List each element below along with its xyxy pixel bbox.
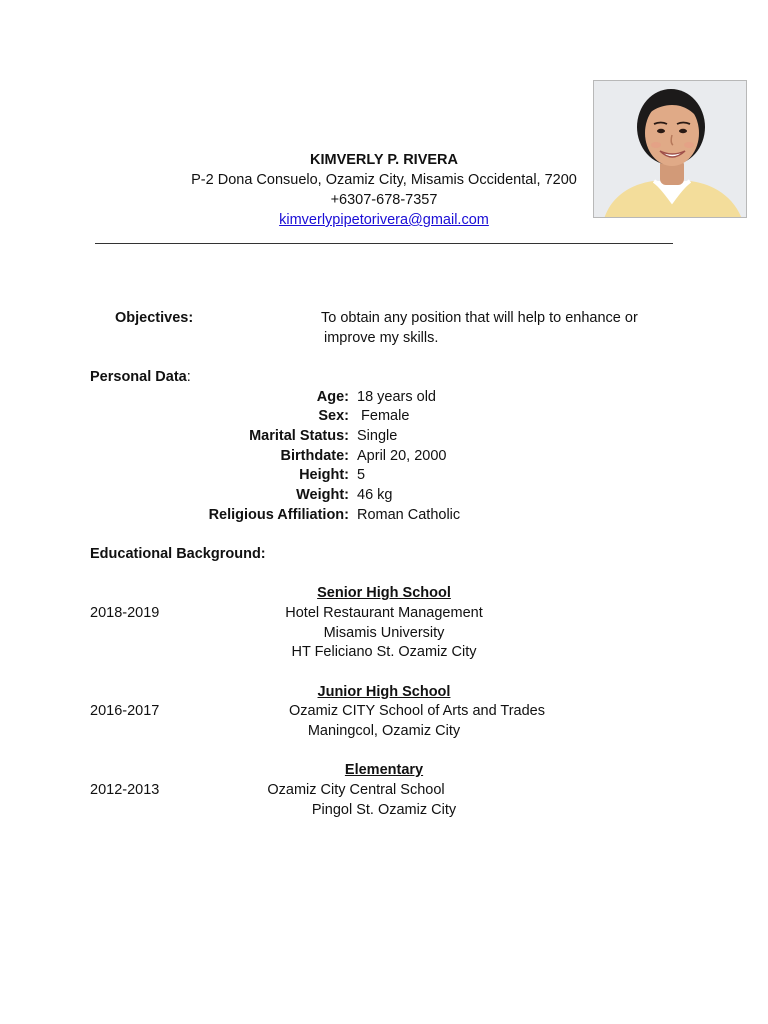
marital-status-label: Marital Status: [249, 428, 349, 444]
senior-high-school-heading: Senior High School [317, 585, 451, 601]
junior-high-school-name: Ozamiz CITY School of Arts and Trades [288, 703, 545, 719]
header-divider [95, 243, 673, 244]
age-label: Age: [316, 389, 349, 405]
senior-high-school-years: 2018-2019 [90, 605, 160, 621]
portrait-image [594, 81, 747, 218]
height-label: Height: [299, 467, 349, 483]
senior-high-school-course: Hotel Restaurant Management [285, 605, 483, 621]
marital-status-value: Single [357, 428, 398, 444]
religious-affiliation-label: Religious Affiliation: [208, 507, 349, 523]
phone-number: +6307-678-7357 [330, 192, 438, 208]
educational-background-heading: Educational Background: [90, 546, 266, 562]
senior-high-school-name: Misamis University [323, 625, 445, 641]
birthdate-value: April 20, 2000 [357, 448, 447, 464]
birthdate-label: Birthdate: [280, 448, 349, 464]
junior-high-school-years: 2016-2017 [90, 703, 160, 719]
objectives-text-line-1: To obtain any position that will help to enhance or [321, 310, 638, 326]
junior-high-school-address: Maningcol, Ozamiz City [307, 723, 461, 739]
religious-affiliation-value: Roman Catholic [357, 507, 461, 523]
elementary-heading: Elementary [344, 762, 424, 778]
junior-high-school-heading: Junior High School [317, 684, 451, 700]
objectives-text-line-2: improve my skills. [324, 330, 439, 346]
personal-data-heading-text: Personal Data [90, 369, 187, 385]
elementary-school-address: Pingol St. Ozamiz City [311, 802, 457, 818]
email-line [100, 211, 668, 229]
senior-high-school-address: HT Feliciano St. Ozamiz City [291, 644, 477, 660]
address-line: P-2 Dona Consuelo, Ozamiz City, Misamis Occidental, 7200 [191, 172, 577, 188]
objectives-label: Objectives: [115, 310, 194, 326]
applicant-name: KIMVERLY P. RIVERA [309, 152, 458, 168]
height-value: 5 [357, 467, 366, 483]
weight-value: 46 kg [357, 487, 393, 503]
email-link[interactable]: kimverlypipetorivera@gmail.com [279, 212, 489, 228]
age-value: 18 years old [357, 389, 436, 405]
weight-label: Weight: [296, 487, 349, 503]
elementary-school-name: Ozamiz City Central School [267, 782, 445, 798]
personal-data-heading [90, 368, 191, 386]
sex-value: Female [357, 408, 410, 424]
sex-label: Sex: [318, 408, 349, 424]
elementary-years: 2012-2013 [90, 782, 160, 798]
personal-data-heading-colon: : [186, 369, 191, 385]
applicant-photo [593, 80, 747, 218]
